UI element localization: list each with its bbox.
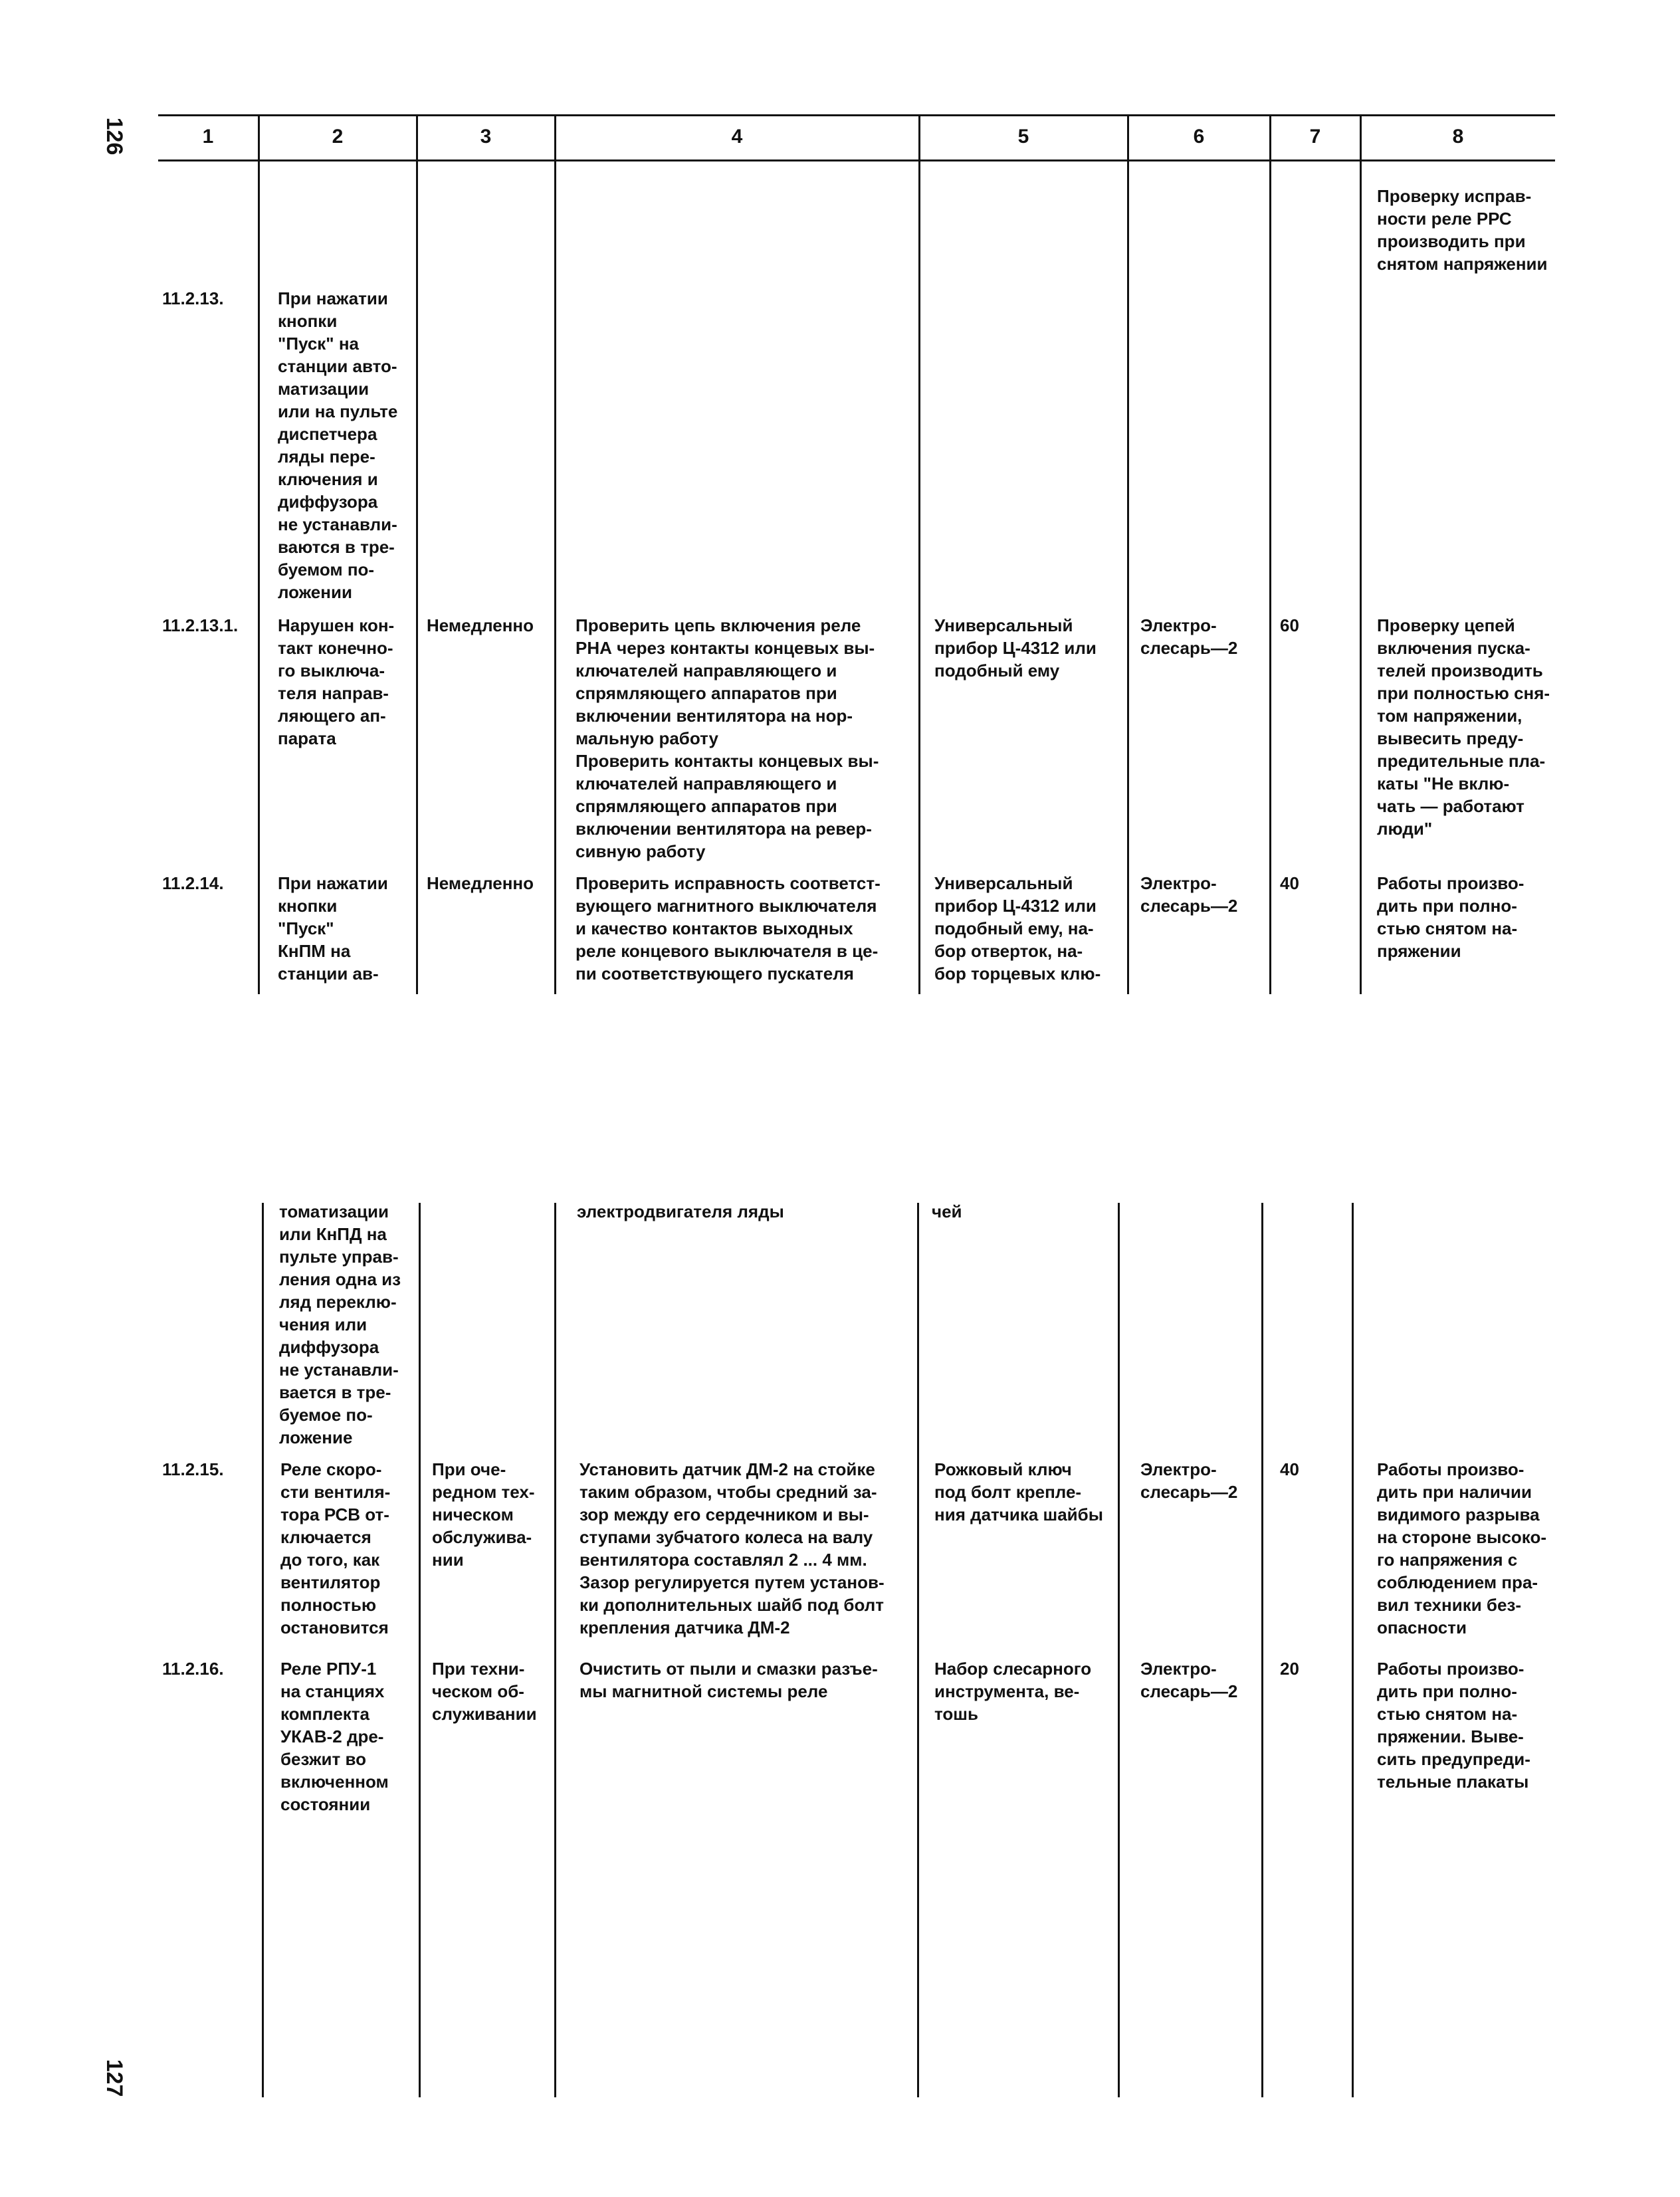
tools-11-2-14: Универсальный прибор Ц-4312 или подобный ему, на- бор отверток, на- бор торцевых клю- (934, 873, 1101, 984)
time-11-2-15: 40 (1280, 1459, 1299, 1479)
page-number-bottom: 127 (102, 2059, 127, 2097)
row-number-11-2-13: 11.2.13. (162, 288, 224, 308)
tools-11-2-16: Набор слесарного инструмента, ве- тошь (934, 1659, 1092, 1724)
fault-11-2-16: Реле РПУ-1 на станциях комплекта УКАВ-2 дре- безжит во включенном состоянии (280, 1659, 389, 1814)
column-header-1: 1 (202, 126, 214, 148)
column-divider (419, 1203, 421, 2097)
fault-11-2-15: Реле скоро- сти вентиля- тора РСВ от- ключается до того, как вентилятор полностью остановится (280, 1459, 391, 1637)
action-11-2-14-continued: электродвигателя ляды (577, 1202, 784, 1221)
time-11-2-13-1: 60 (1280, 615, 1299, 635)
worker-11-2-14: Электро- слесарь—2 (1140, 873, 1238, 916)
column-divider (1118, 1203, 1120, 2097)
column-header-8: 8 (1452, 126, 1464, 148)
column-divider (1127, 159, 1129, 994)
column-header-5: 5 (1017, 126, 1029, 148)
column-divider (1269, 159, 1271, 994)
header-bottom-rule (158, 159, 1555, 161)
action-11-2-14: Проверить исправность соответст- вующего магнитного выключателя и качество контактов выходных реле концевого выключателя в це- пи соответствующего пускателя (576, 873, 881, 984)
column-divider (1261, 1203, 1263, 2097)
column-divider (554, 1203, 556, 2097)
fault-11-2-14: При нажатии кнопки "Пуск" КнПМ на станции ав- (278, 873, 388, 984)
term-11-2-15: При оче- редном тех- ническом обслужива- нии (432, 1459, 535, 1570)
column-divider (416, 159, 418, 994)
term-11-2-16: При техни- ческом об- служивании (432, 1659, 537, 1724)
table-top-rule (158, 114, 1555, 116)
fault-11-2-13-1: Нарушен кон- такт конечно- го выключа- теля направ- ляющего ап- парата (278, 615, 395, 748)
column-divider (1360, 159, 1362, 994)
fault-11-2-13: При нажатии кнопки "Пуск" на станции авто- матизации или на пульте диспетчера ляды пере- ключения и диффузора не устанавли- ваются в тре- буемом по- ложении (278, 288, 398, 602)
row-number-11-2-15: 11.2.15. (162, 1459, 224, 1479)
column-header-3: 3 (480, 126, 492, 148)
term-11-2-14: Немедленно (427, 873, 534, 893)
note-11-2-16: Работы произво- дить при полно- стью снятом на- пряжении. Выве- сить предупреди- тельные плакаты (1377, 1659, 1530, 1792)
column-divider (918, 159, 920, 994)
worker-11-2-15: Электро- слесарь—2 (1140, 1459, 1238, 1502)
note-relay-check: Проверку исправ- ности реле РРС производить при снятом напряжении (1377, 186, 1548, 274)
column-divider (554, 159, 556, 994)
row-number-11-2-16: 11.2.16. (162, 1659, 224, 1679)
column-divider (1352, 1203, 1354, 2097)
note-11-2-14: Работы произво- дить при полно- стью снятом на- пряжении (1377, 873, 1524, 961)
column-header-7: 7 (1309, 126, 1321, 148)
worker-11-2-16: Электро- слесарь—2 (1140, 1659, 1238, 1701)
tools-11-2-13-1: Универсальный прибор Ц-4312 или подобный ему (934, 615, 1097, 680)
fault-11-2-14-continued: томатизации или КнПД на пульте управ- ления одна из ляд переклю- чения или диффузора не устанавли- вается в тре- буемое по- ложение (279, 1202, 401, 1447)
tools-11-2-14-continued: чей (932, 1202, 962, 1221)
worker-11-2-13-1: Электро- слесарь—2 (1140, 615, 1238, 658)
time-11-2-16: 20 (1280, 1659, 1299, 1679)
column-header-2: 2 (332, 126, 344, 148)
action-11-2-16: Очистить от пыли и смазки разъе- мы магнитной системы реле (579, 1659, 878, 1701)
tools-11-2-15: Рожковый ключ под болт крепле- ния датчика шайбы (934, 1459, 1103, 1524)
time-11-2-14: 40 (1280, 873, 1299, 893)
note-11-2-15: Работы произво- дить при наличии видимого разрыва на стороне высоко- го напряжения с соблюдением пра- вил техники без- опасности (1377, 1459, 1547, 1637)
row-number-11-2-14: 11.2.14. (162, 873, 224, 893)
column-divider (262, 1203, 264, 2097)
column-divider (917, 1203, 919, 2097)
action-11-2-15: Установить датчик ДМ-2 на стойке таким образом, чтобы средний за- зор между его сердечником и вы- ступами зубчатого колеса на валу вентилятора составлял 2 ... 4 мм. Зазор регулируется путем установ- ки дополнительных шайб под болт крепления датчика ДМ-2 (579, 1459, 885, 1637)
action-11-2-13-1: Проверить цепь включения реле РНА через контакты концевых вы- ключателей направляющего и спрямляющего аппаратов при включении вентилятора на нор- мальную работу Проверить контакты концевых вы- ключателей направляющего и спрямляющего аппаратов при включении вентилятора на ревер- сивную работу (576, 615, 879, 861)
note-11-2-13-1: Проверку цепей включения пуска- телей производить при полностью сня- том напряжении, вывесить преду- предительные пла- каты "Не вклю- чать — работают люди" (1377, 615, 1550, 839)
column-header-4: 4 (731, 126, 743, 148)
page-number-top: 126 (102, 117, 127, 156)
term-11-2-13-1: Немедленно (427, 615, 534, 635)
column-header-6: 6 (1193, 126, 1205, 148)
row-number-11-2-13-1: 11.2.13.1. (162, 615, 239, 635)
column-divider (258, 159, 260, 994)
